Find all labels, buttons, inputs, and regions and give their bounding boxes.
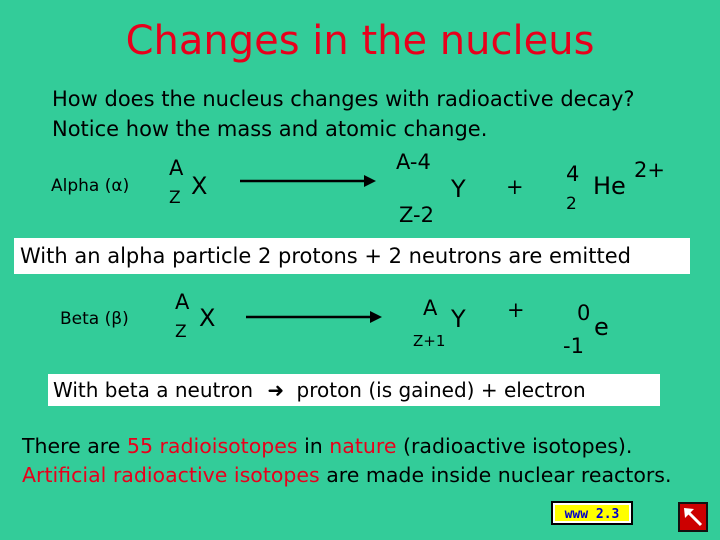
beta-daughter-atomic: Z+1: [413, 332, 446, 350]
slide-title: Changes in the nucleus: [125, 18, 595, 64]
beta-particle-symbol: e: [594, 313, 609, 341]
intro-line-2: Notice how the mass and atomic change.: [52, 117, 488, 141]
alpha-note-band: With an alpha particle 2 protons + 2 neutrons are emitted: [14, 238, 690, 274]
beta-plus-sign: +: [507, 298, 525, 322]
bottom-text-5: (radioactive isotopes).: [396, 434, 633, 458]
alpha-parent-atomic: Z: [169, 188, 181, 208]
bottom-text-1: There are: [22, 434, 127, 458]
bottom-text-3: in: [297, 434, 330, 458]
alpha-reaction-arrow-icon: [240, 175, 376, 187]
beta-note-pre: With beta a neutron: [53, 378, 254, 402]
alpha-particle-mass: 4: [566, 162, 580, 186]
alpha-plus-sign: +: [506, 175, 524, 199]
return-arrow-icon: [680, 504, 706, 530]
beta-parent-mass: A: [175, 290, 190, 314]
alpha-daughter-atomic: Z-2: [399, 203, 434, 227]
beta-daughter-symbol: Y: [451, 305, 466, 333]
alpha-label: Alpha (α): [51, 176, 130, 196]
beta-reaction-arrow-icon: [246, 311, 382, 323]
www-link-button[interactable]: www 2.3: [553, 503, 631, 523]
alpha-daughter-symbol: Y: [451, 175, 466, 203]
radioisotope-count: 55 radioisotopes: [126, 434, 298, 458]
right-arrow-icon: ➜: [267, 378, 285, 402]
beta-parent-symbol: X: [199, 304, 216, 332]
beta-note-post: proton (is gained) + electron: [296, 378, 586, 402]
beta-particle-mass: 0: [577, 301, 591, 325]
alpha-parent-mass: A: [169, 156, 184, 180]
intro-line-1: How does the nucleus changes with radioactive decay?: [52, 87, 635, 111]
alpha-parent-symbol: X: [191, 172, 208, 200]
beta-note-band: [48, 374, 660, 406]
alpha-particle-charge: 2+: [634, 158, 665, 182]
artificial-isotopes: Artificial radioactive isotopes: [22, 463, 320, 487]
beta-daughter-mass: A: [423, 296, 438, 320]
alpha-daughter-mass: A-4: [396, 150, 431, 174]
bottom-paragraph: [22, 432, 712, 490]
beta-particle-atomic: -1: [563, 334, 584, 358]
alpha-particle-atomic: 2: [566, 194, 577, 214]
back-button[interactable]: [678, 502, 708, 532]
beta-label: Beta (β): [60, 309, 129, 329]
intro-text: [52, 84, 635, 144]
bottom-text-7: are made inside nuclear reactors.: [319, 463, 672, 487]
alpha-particle-symbol: He: [593, 172, 626, 200]
beta-parent-atomic: Z: [175, 322, 187, 342]
nature-word: nature: [329, 434, 397, 458]
